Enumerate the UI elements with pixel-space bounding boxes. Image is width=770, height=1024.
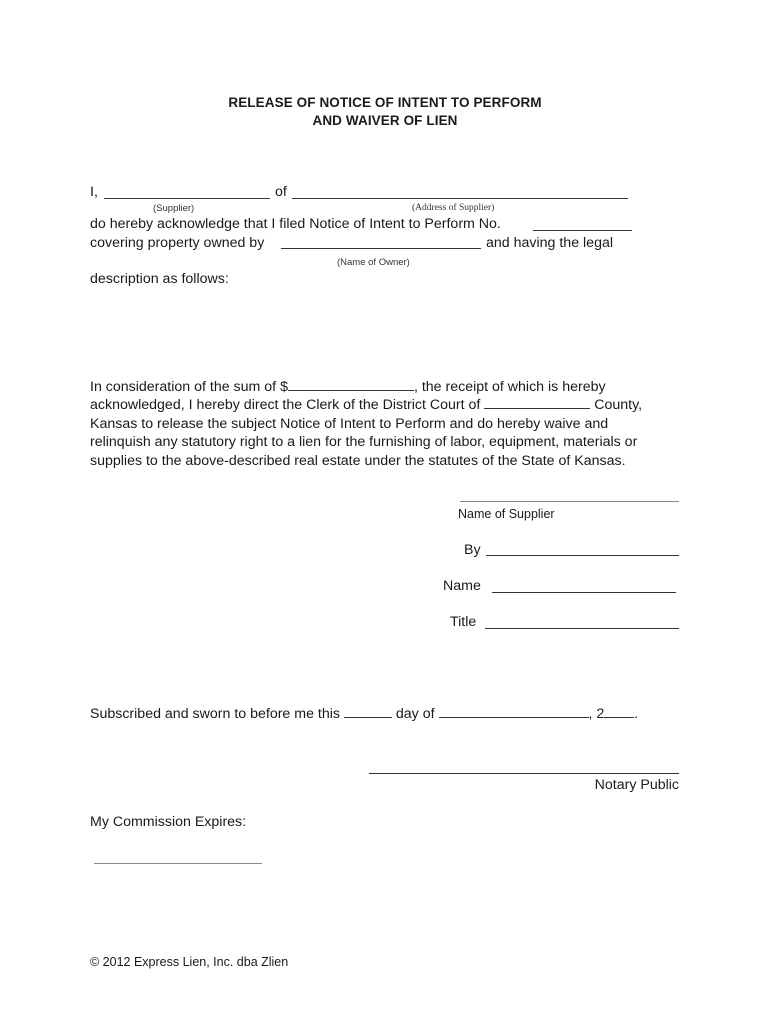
consideration-line2b: County, [594,397,643,414]
description-label: description as follows: [90,271,229,287]
sum-blank[interactable] [288,378,414,391]
county-blank[interactable] [484,396,590,409]
consideration-line1b: , the receipt of which is hereby [413,379,606,395]
sworn-text-c: , 2 [588,706,605,722]
owner-caption: (Name of Owner) [337,257,410,268]
consideration-line4: relinquish any statutory right to a lien for the furnishing of labor, equipment, materials or [90,434,638,451]
acknowledge-text: do hereby acknowledge that I filed Notice of Intent to Perform No. [90,216,501,232]
by-label: By [464,542,481,558]
supplier-address-blank[interactable] [292,198,628,199]
document-title-line2: AND WAIVER OF LIEN [312,113,458,128]
i-label: I, [90,184,98,200]
year-blank[interactable] [604,705,634,718]
title-blank[interactable] [485,628,679,629]
supplier-signature-line[interactable] [460,501,679,502]
notary-signature-line[interactable] [369,773,679,774]
consideration-line5: supplies to the above-described real estate under the statutes of the State of Kansas. [90,452,626,469]
covering-property-text: covering property owned by [90,235,265,251]
sworn-text-d: . [634,706,639,722]
name-blank[interactable] [492,592,676,593]
sworn-text-a: Subscribed and sworn to before me this [90,706,340,722]
document-title-line1: RELEASE OF NOTICE OF INTENT TO PERFORM [228,95,542,110]
consideration-paragraph [90,378,670,470]
address-caption: (Address of Supplier) [412,203,495,213]
title-label: Title [450,614,477,630]
by-blank[interactable] [486,555,679,556]
notice-number-blank[interactable] [533,230,632,231]
name-label: Name [443,578,481,594]
sworn-text-b: day of [395,706,435,722]
of-label: of [275,184,287,200]
supplier-blank[interactable] [104,198,270,199]
consideration-line3: Kansas to release the subject Notice of Intent to Perform and do hereby waive and [90,415,609,432]
name-of-supplier-label: Name of Supplier [458,507,555,521]
legal-text: and having the legal [486,235,614,251]
consideration-line1a: In consideration of the sum of $ [90,379,288,395]
sworn-line [90,705,670,723]
commission-date-line[interactable] [94,863,262,864]
commission-expires-label: My Commission Expires: [90,814,247,830]
notary-public-label: Notary Public [594,777,679,793]
copyright-footer: © 2012 Express Lien, Inc. dba Zlien [90,955,289,969]
day-blank[interactable] [344,705,392,718]
owner-name-blank[interactable] [281,248,481,249]
consideration-line2a: acknowledged, I hereby direct the Clerk of the District Court of [90,397,481,414]
month-blank[interactable] [439,705,589,718]
supplier-caption: (Supplier) [153,203,195,214]
